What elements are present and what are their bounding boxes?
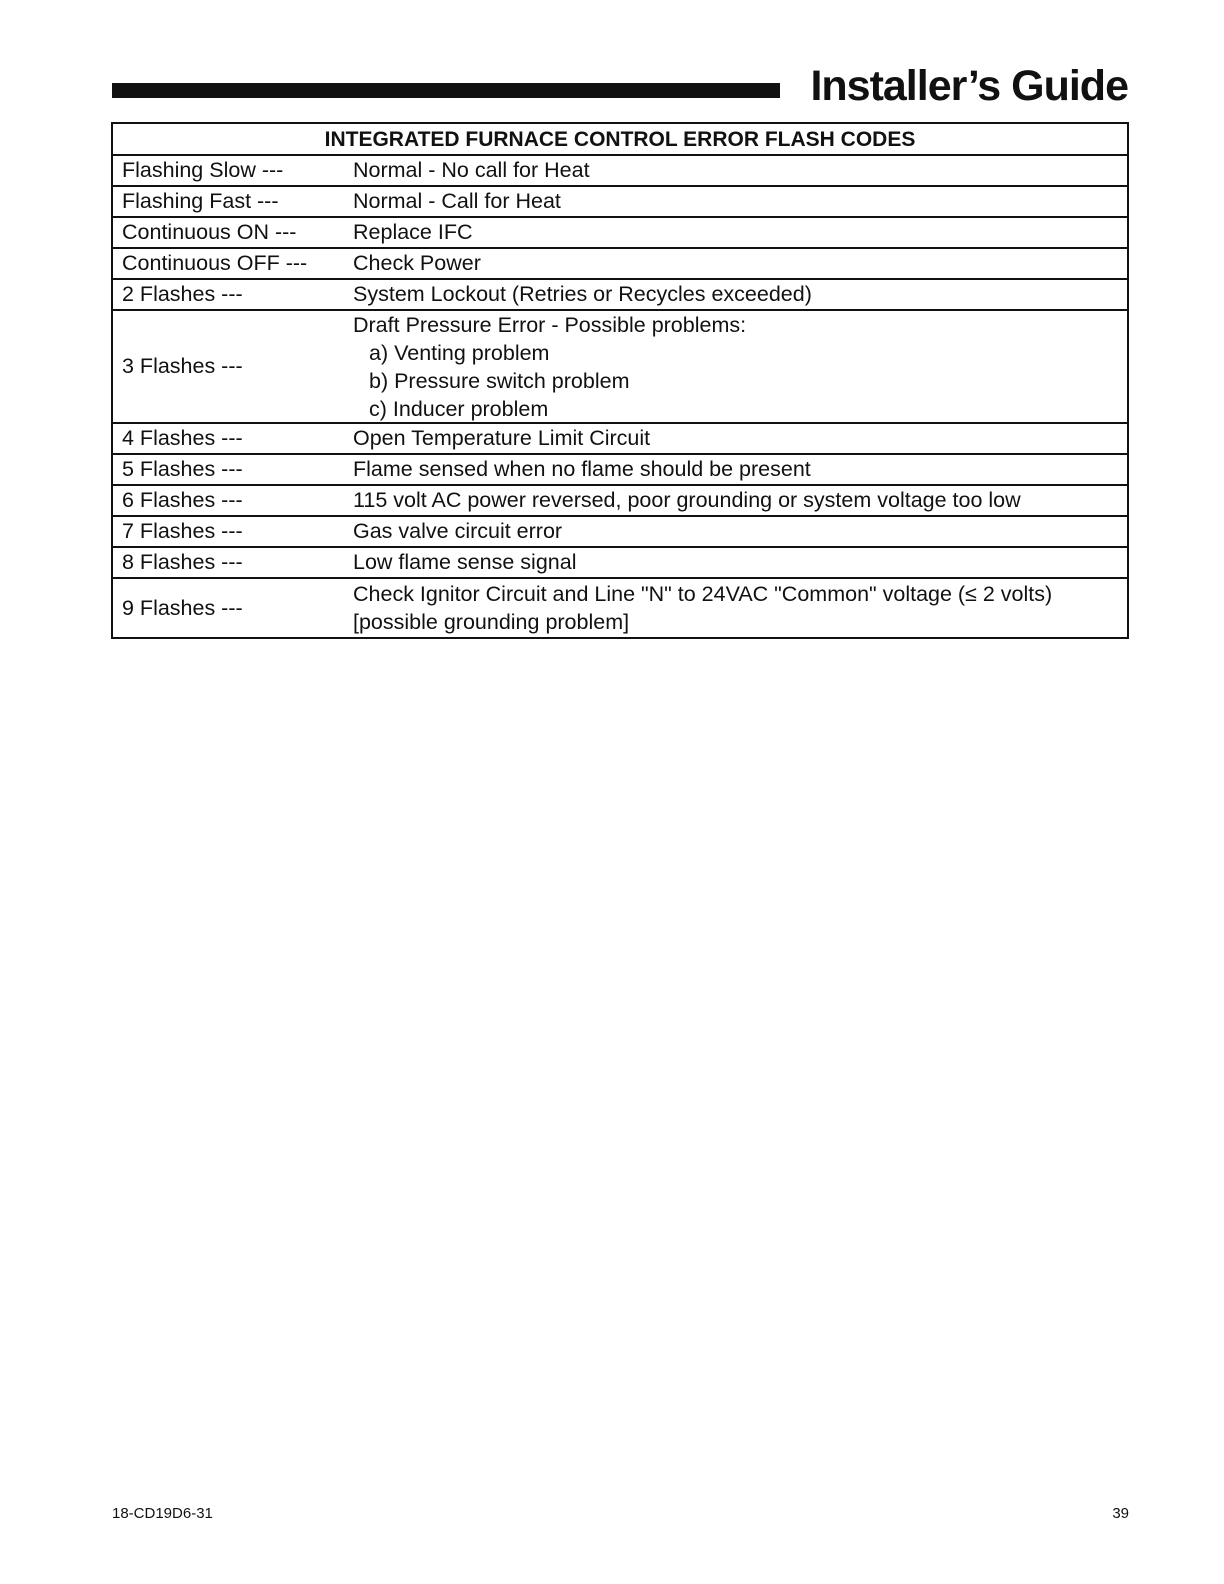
- flash-description: Check Power: [353, 251, 481, 275]
- table-row: [113, 156, 1127, 187]
- table-row: [113, 249, 1127, 280]
- flash-description: Normal - Call for Heat: [353, 189, 561, 213]
- document-number: 18-CD19D6-31: [112, 1505, 213, 1522]
- flash-description: Open Temperature Limit Circuit: [353, 426, 651, 450]
- table-row: [113, 548, 1127, 579]
- flash-description: Replace IFC: [353, 220, 473, 244]
- flash-code: 4 Flashes ---: [122, 426, 243, 450]
- table-row: [113, 517, 1127, 548]
- flash-code: Continuous ON ---: [122, 220, 297, 244]
- problem-item: a) Venting problem: [369, 340, 550, 365]
- flash-description: 115 volt AC power reversed, poor grounding or system voltage too low: [353, 488, 1021, 512]
- flash-code: 5 Flashes ---: [122, 457, 243, 481]
- description-line: Draft Pressure Error - Possible problems:: [353, 312, 747, 337]
- flash-description: Gas valve circuit error: [353, 519, 563, 543]
- flash-code: Continuous OFF ---: [122, 251, 308, 275]
- flash-code: Flashing Fast ---: [122, 189, 279, 213]
- flash-description: Normal - No call for Heat: [353, 158, 590, 182]
- flash-description: Flame sensed when no flame should be present: [353, 457, 811, 481]
- description-line: Check Ignitor Circuit and Line "N" to 24VAC "Common" voltage (≤ 2 volts): [353, 582, 1053, 606]
- table-row: [113, 486, 1127, 517]
- flash-code: 6 Flashes ---: [122, 488, 243, 512]
- header-rule: [112, 83, 780, 98]
- table-row: [113, 311, 1127, 424]
- flash-code: 7 Flashes ---: [122, 519, 243, 543]
- flash-codes-table: [111, 122, 1129, 639]
- table-row: [113, 280, 1127, 311]
- flash-code: Flashing Slow ---: [122, 158, 284, 182]
- flash-description: System Lockout (Retries or Recycles exceeded): [353, 282, 812, 306]
- flash-code: 2 Flashes ---: [122, 282, 243, 306]
- problem-item: c) Inducer problem: [369, 396, 549, 421]
- flash-code: 8 Flashes ---: [122, 550, 243, 574]
- table-row: [113, 187, 1127, 218]
- page-title: Installer’s Guide: [810, 62, 1128, 110]
- page-number: 39: [1112, 1505, 1129, 1522]
- flash-code: 3 Flashes ---: [122, 354, 243, 378]
- flash-code: 9 Flashes ---: [122, 595, 243, 620]
- description-line: [possible grounding problem]: [353, 610, 630, 634]
- problem-item: b) Pressure switch problem: [369, 368, 630, 393]
- table-row: [113, 455, 1127, 486]
- table-title: INTEGRATED FURNACE CONTROL ERROR FLASH CODES: [113, 124, 1127, 156]
- table-row: [113, 424, 1127, 455]
- table-row: [113, 218, 1127, 249]
- flash-description: [353, 579, 1127, 637]
- table-row: [113, 579, 1127, 637]
- flash-description: Low flame sense signal: [353, 550, 577, 574]
- flash-description: [353, 311, 1127, 422]
